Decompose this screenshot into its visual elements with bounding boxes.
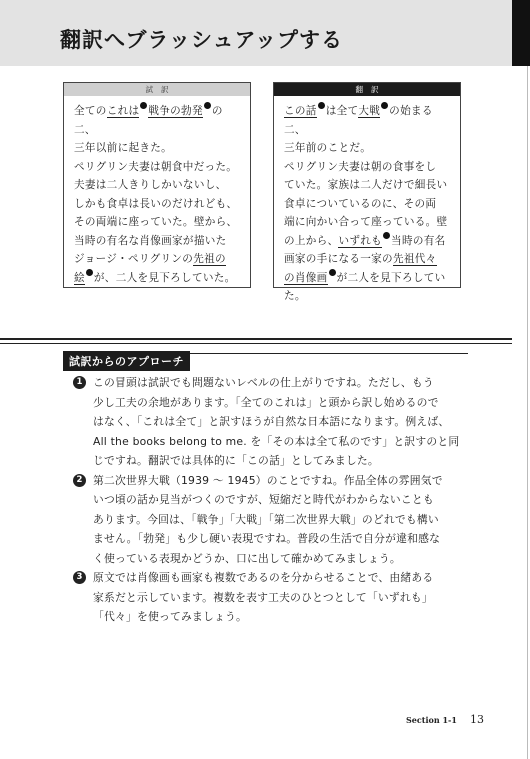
translation-text-run: の上から、 — [284, 234, 339, 247]
trial-text-run: 当時の有名な肖像画家が描いた — [74, 234, 227, 247]
translation-text-run: 画家の手になる一家の — [284, 253, 393, 265]
trial-line — [74, 105, 223, 136]
trial-text-run: 全ての — [74, 105, 107, 117]
trial-text-run: 夫妻は二人きりしかいないし、 — [74, 179, 227, 191]
trial-text-run: しかも食卓は長いのだけれども、 — [74, 197, 238, 210]
approach-list — [73, 373, 473, 627]
note-marker-icon — [383, 232, 390, 239]
trial-text-run: ジョージ・ペリグリンの — [74, 253, 194, 265]
approach-item — [73, 568, 473, 627]
translation-text-run: ペリグリン夫妻は朝の食事をし — [284, 160, 437, 173]
approach-item-line: じですね。翻訳では具体的に「この話」としてみました。 — [93, 454, 379, 467]
approach-item-line: 少し工夫の余地があります。「全てのこれは」と頭から訳し始めるので — [93, 395, 439, 409]
approach-heading: 試訳からのアプローチ — [63, 351, 190, 371]
translation-line — [284, 198, 436, 210]
translation-text-run: 三年前のことだ。 — [284, 142, 372, 154]
note-marker-icon — [381, 102, 388, 109]
translation-underlined-phrase: この話 — [284, 105, 317, 117]
page-title: 翻訳へブラッシュアップする — [60, 28, 344, 52]
trial-line — [74, 253, 226, 266]
note-marker-icon — [140, 102, 147, 109]
note-marker-icon — [329, 269, 336, 276]
translation-line — [284, 179, 447, 191]
translation-line — [284, 235, 446, 247]
trial-translation-box — [63, 82, 251, 288]
trial-underlined-phrase: 戦争の勃発 — [148, 105, 203, 117]
trial-line — [74, 161, 237, 173]
translation-underlined-phrase: 大戦 — [358, 105, 381, 117]
trial-text-run: 三年以前に起きた。 — [74, 142, 173, 154]
number-marker-icon: 3 — [73, 571, 86, 584]
translation-line — [284, 253, 437, 266]
final-translation-box — [273, 82, 461, 302]
approach-item-line: 原文では肖像画も画家も複数であるのを分からせることで、由緒ある — [93, 571, 434, 584]
trial-line — [74, 179, 227, 191]
translation-text-run: た。 — [284, 290, 306, 302]
final-translation-text — [284, 102, 454, 306]
translation-underlined-phrase: の肖像画 — [284, 271, 328, 284]
translation-line — [284, 142, 371, 154]
translation-text-run: は全て — [325, 105, 359, 117]
trial-text-run: ペリグリン夫妻は朝食中だった。 — [74, 160, 238, 173]
translation-text-run: の始まる二、 — [284, 105, 433, 136]
approach-item-line: はなく、「これは全て」と訳すほうが自然な日本語になります。例えば、 — [93, 415, 450, 428]
translation-text-run: 当時の有名 — [391, 234, 446, 247]
translation-text-run: 食卓についているのに、その両 — [284, 197, 437, 210]
final-translation-label: 翻訳 — [274, 83, 460, 96]
translation-line — [284, 272, 446, 284]
trial-line — [74, 272, 236, 284]
trial-underlined-phrase: これは — [106, 105, 140, 117]
approach-item-line: All the books belong to me. を「その本は全て私のです」と訳すのと同 — [93, 434, 460, 448]
approach-item-line: 「代々」を使ってみましょう。 — [93, 610, 247, 623]
trial-translation-label: 試訳 — [64, 83, 250, 96]
translation-line — [284, 216, 447, 228]
approach-item-line: ません。「勃発」も少し硬い表現ですね。普段の生活で自分が違和感な — [93, 532, 441, 545]
translation-underlined-phrase: 先祖代々 — [392, 253, 437, 265]
trial-text-run: その両端に座っていた。壁から、 — [74, 216, 238, 228]
section-divider-thin — [0, 343, 512, 344]
translation-text-run: 端に向かい合って座っている。壁 — [284, 216, 448, 228]
trial-underlined-phrase: 絵 — [74, 271, 85, 284]
approach-item-line: いつ頃の話か見当がつくのですが、短縮だと時代がわからないことも — [93, 493, 434, 506]
trial-line — [74, 198, 237, 210]
note-marker-icon — [86, 269, 93, 276]
approach-item-line: この冒頭は試訳でも問題ないレベルの仕上がりですね。ただし、もう — [93, 376, 434, 389]
trial-line — [74, 142, 172, 154]
trial-translation-text — [74, 102, 244, 287]
trial-line — [74, 235, 227, 247]
translation-line — [284, 161, 436, 173]
note-marker-icon — [318, 102, 325, 109]
translation-text-run: ていた。家族は二人だけで細長い — [284, 179, 448, 191]
chapter-header — [0, 0, 512, 66]
translation-line — [284, 290, 306, 302]
page-edge-line — [527, 66, 528, 759]
trial-underlined-phrase: 先祖の — [193, 253, 226, 265]
number-marker-icon: 1 — [73, 376, 86, 389]
page-footer — [406, 708, 484, 727]
approach-item-line: あります。今回は、「戦争」「大戦」「第二次世界大戦」のどれでも構い — [93, 512, 439, 526]
number-marker-icon: 2 — [73, 474, 86, 487]
approach-item — [73, 373, 473, 471]
translation-text-run: が二人を見下ろしてい — [336, 271, 446, 284]
trial-text-run: の二、 — [74, 105, 223, 136]
page-number: 13 — [470, 713, 484, 726]
section-label: Section 1-1 — [406, 715, 457, 725]
approach-item-line: 家系だと示しています。複数を表す工夫のひとつとして「いずれも」 — [93, 590, 433, 604]
trial-line — [74, 216, 237, 228]
approach-item-line: く使っている表現かどうか、口に出して確かめてみましょう。 — [93, 551, 401, 565]
translation-underlined-phrase: いずれも — [338, 234, 383, 247]
trial-text-run: が、二人を見下ろしていた。 — [93, 271, 236, 284]
translation-line — [284, 105, 433, 136]
section-divider — [0, 338, 512, 340]
chapter-tab — [512, 0, 530, 66]
note-marker-icon — [204, 102, 211, 109]
approach-item-line: 第二次世界大戦（1939 ～ 1945）のことですね。作品全体の雰囲気で — [93, 473, 443, 487]
approach-item — [73, 471, 473, 569]
